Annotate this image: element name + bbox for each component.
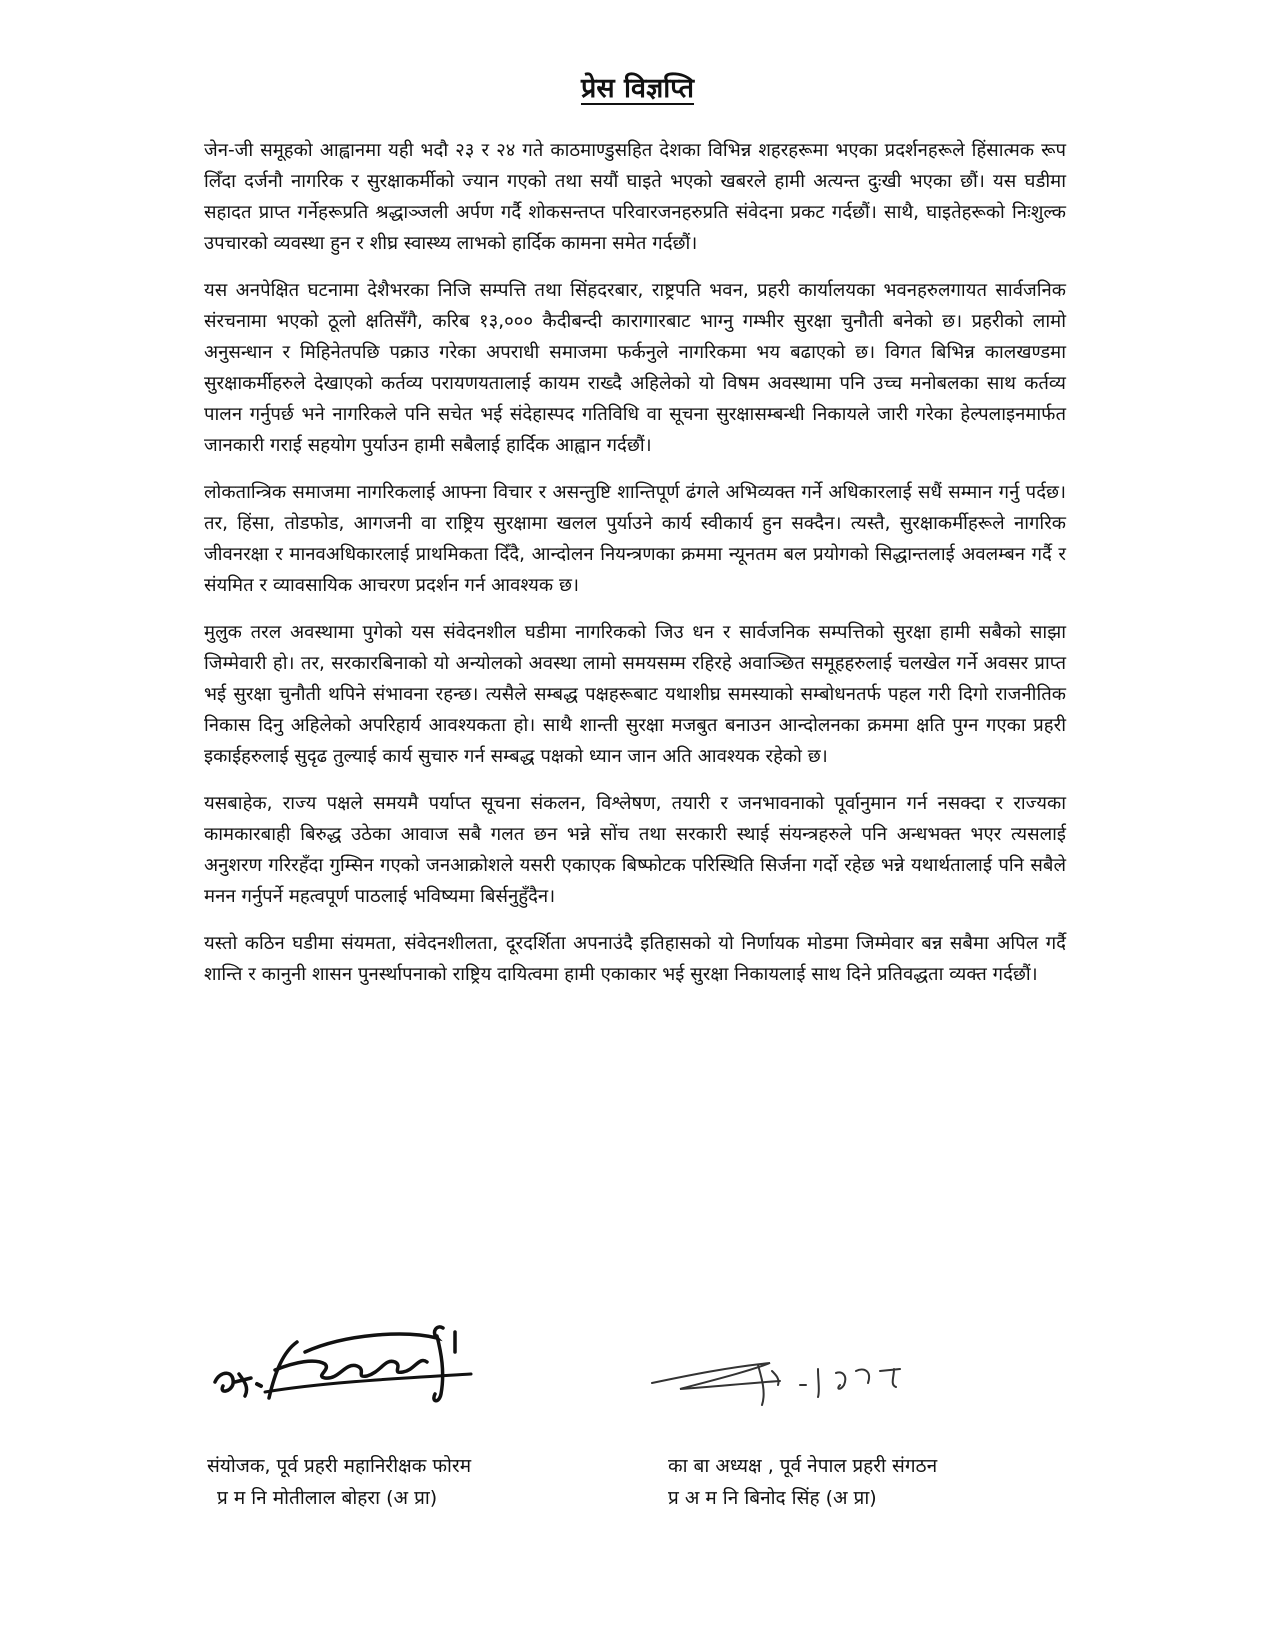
signature-right-image xyxy=(650,1345,930,1415)
signature-left-image xyxy=(205,1312,505,1422)
paragraph: यस्तो कठिन घडीमा संयमता, संवेदनशीलता, दूरदर्शिता अपनाउंदै इतिहासको यो निर्णायक मोडमा जिम्मेवार बन्न सबैमा अपिल गर्दै शान्ति र कानुनी शासन पुनर्स्थापनाको राष्ट्रिय दायित्वमा हामी एकाकार भई सुरक्षा निकायलाई साथ दिने प्रतिवद्धता व्यक्त गर्दछौं। xyxy=(204,933,1066,985)
paragraph: यसबाहेक, राज्य पक्षले समयमै पर्याप्त सूचना संकलन, विश्लेषण, तयारी र जनभावनाको पूर्वानुमान गर्न नसक्दा र राज्यका कामकारबाही बिरुद्ध उठेका आवाज सबै गलत छन भन्ने सोंच तथा सरकारी स्थाई संयन्त्रहरुले पनि अन्धभक्त भएर त्यसलाई अनुशरण गरिरहँदा गुम्सिन गएको जनआक्रोशले यसरी एकाएक बिष्फोटक परिस्थिति सिर्जना गर्दो रहेछ भन्ने यथार्थतालाई पनि सबैले मनन गर्नुपर्ने महत्वपूर्ण पाठलाई भविष्यमा बिर्सनुहुँदैन। xyxy=(204,793,1066,907)
paragraph: यस अनपेक्षित घटनामा देशैभरका निजि सम्पत्ति तथा सिंहदरबार, राष्ट्रपति भवन, प्रहरी कार्यालयका भवनहरुलगायत सार्वजनिक संरचनामा भएको ठूलो क्षतिसँगै, करिब १३,००० कैदीबन्दी कारागारबाट भाग्नु गम्भीर सुरक्षा चुनौती बनेको छ। प्रहरीको लामो अनुसन्धान र मिहिनेतपछि पक्राउ गरेका अपराधी समाजमा फर्कनुले नागरिकमा भय बढाएको छ। विगत बिभिन्न कालखण्डमा सुरक्षाकर्मीहरुले देखाएको कर्तव्य परायणयतालाई कायम राख्दै अहिलेको यो विषम अवस्थामा पनि उच्च मनोबलका साथ कर्तव्य पालन गर्नुपर्छ भने नागरिकले पनि सचेत भई संदेहास्पद गतिविधि वा सूचना सुरक्षासम्बन्धी निकायले जारी गरेका हेल्पलाइनमार्फत जानकारी गराई सहयोग पुर्याउन हामी सबैलाई हार्दिक आह्वान गर्दछौं। xyxy=(204,280,1066,456)
page-title: प्रेस विज्ञप्ति xyxy=(580,73,695,104)
signatory-left-name: प्र म नि मोतीलाल बोहरा (अ प्रा) xyxy=(217,1487,438,1509)
signatory-right xyxy=(668,1450,937,1514)
signatory-left xyxy=(207,1450,471,1514)
signatory-right-name: प्र अ म नि बिनोद सिंह (अ प्रा) xyxy=(668,1487,877,1509)
paragraph: जेन-जी समूहको आह्वानमा यही भदौ २३ र २४ गते काठमाण्डुसहित देशका विभिन्न शहरहरूमा भएका प्रदर्शनहरूले हिंसात्मक रूप लिँदा दर्जनौ नागरिक र सुरक्षाकर्मीको ज्यान गएको तथा सयौं घाइते भएको खबरले हामी अत्यन्त दुःखी भएका छौं। यस घडीमा सहादत प्राप्त गर्नेहरूप्रति श्रद्धाञ्जली अर्पण गर्दै शोकसन्तप्त परिवारजनहरुप्रति संवेदना प्रकट गर्दछौं। साथै, घाइतेहरूको निःशुल्क उपचारको व्यवस्था हुन र शीघ्र स्वास्थ्य लाभको हार्दिक कामना समेत गर्दछौं। xyxy=(204,140,1066,254)
paragraph: लोकतान्त्रिक समाजमा नागरिकलाई आफ्ना विचार र असन्तुष्टि शान्तिपूर्ण ढंगले अभिव्यक्त गर्ने अधिकारलाई सधैं सम्मान गर्नु पर्दछ। तर, हिंसा, तोडफोड, आगजनी वा राष्ट्रिय सुरक्षामा खलल पुर्याउने कार्य स्वीकार्य हुन सक्दैन। त्यस्तै, सुरक्षाकर्मीहरूले नागरिक जीवनरक्षा र मानवअधिकारलाई प्राथमिकता दिँदै, आन्दोलन नियन्त्रणका क्रममा न्यूनतम बल प्रयोगको सिद्धान्तलाई अवलम्बन गर्दै र संयमित र व्यावसायिक आचरण प्रदर्शन गर्न आवश्यक छ। xyxy=(204,482,1066,596)
document-body xyxy=(204,135,1066,1006)
signatory-left-designation: संयोजक, पूर्व प्रहरी महानिरीक्षक फोरम xyxy=(207,1455,472,1477)
signatory-right-designation: का बा अध्यक्ष , पूर्व नेपाल प्रहरी संगठन xyxy=(668,1455,938,1477)
paragraph: मुलुक तरल अवस्थामा पुगेको यस संवेदनशील घडीमा नागरिकको जिउ धन र सार्वजनिक सम्पत्तिको सुरक्षा हामी सबैको साझा जिम्मेवारी हो। तर, सरकारबिनाको यो अन्योलको अवस्था लामो समयसम्म रहिरहे अवाञ्छित समूहहरुलाई चलखेल गर्ने अवसर प्राप्त भई सुरक्षा चुनौती थपिने संभावना रहन्छ। त्यसैले सम्बद्ध पक्षहरूबाट यथाशीघ्र समस्याको सम्बोधनतर्फ पहल गरी दिगो राजनीतिक निकास दिनु अहिलेको अपरिहार्य आवश्यकता हो। साथै शान्ती सुरक्षा मजबुत बनाउन आन्दोलनका क्रममा क्षति पुग्न गएका प्रहरी इकाईहरुलाई सुदृढ तुल्याई कार्य सुचारु गर्न सम्बद्ध पक्षको ध्यान जान अति आवश्यक रहेको छ। xyxy=(204,622,1066,767)
